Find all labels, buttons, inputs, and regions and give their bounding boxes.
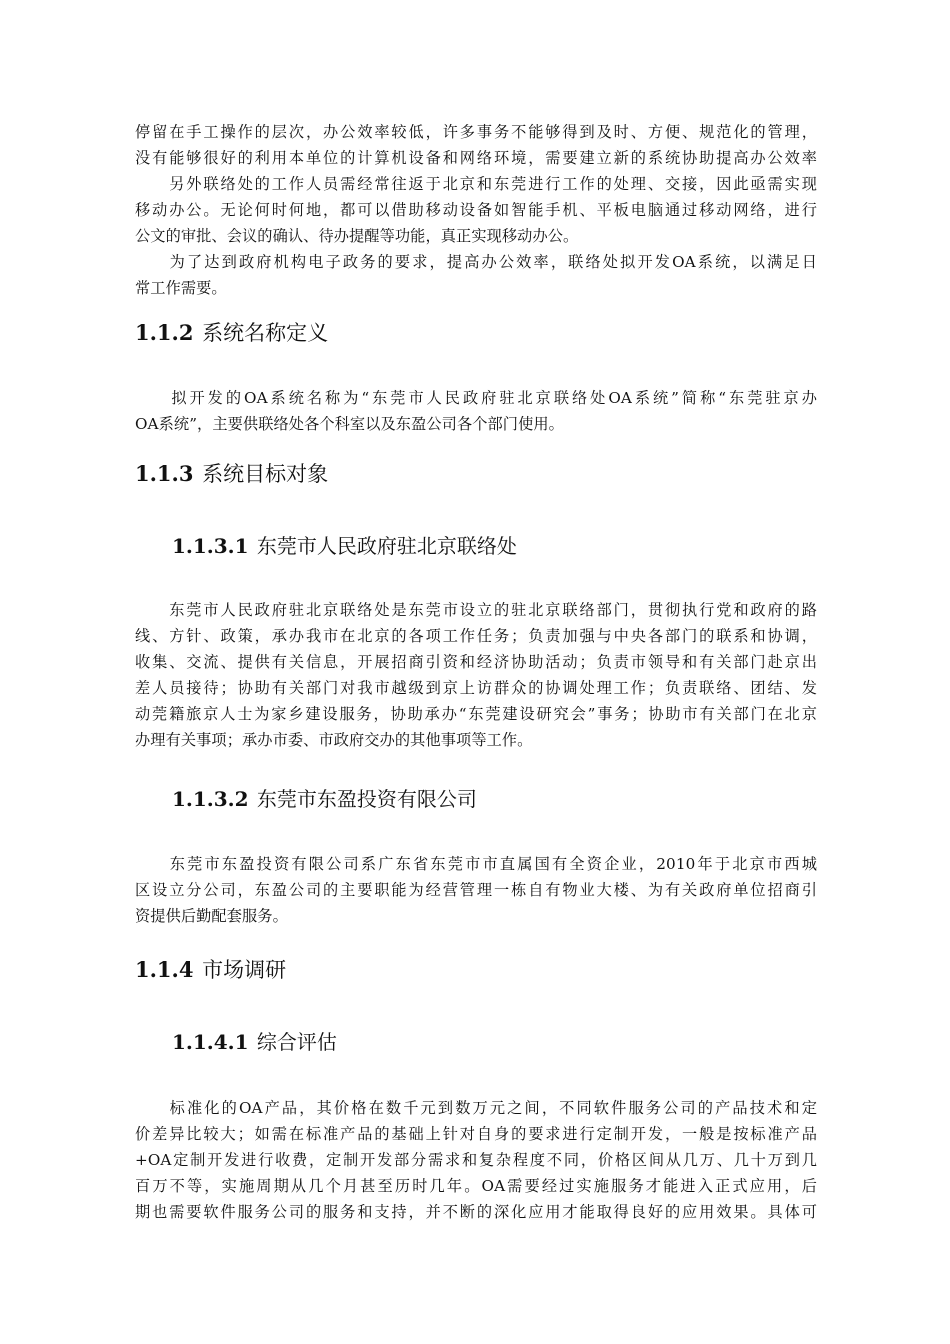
paragraph-line: 另外联络处的工作人员需经常往返于北京和东莞进行工作的处理、交接，因此亟需实现 bbox=[135, 175, 817, 193]
subsection-number: 1.1.3.2 bbox=[172, 787, 249, 811]
subsection-title: 东莞市人民政府驻北京联络处 bbox=[256, 534, 517, 558]
paragraph-line: 公文的审批、会议的确认、待办提醒等功能，真正实现移动办公。 bbox=[135, 227, 579, 245]
paragraph-line: 价差异比较大；如需在标准产品的基础上针对自身的要求进行定制开发，一般是按标准产品 bbox=[135, 1125, 817, 1143]
subsection-heading bbox=[172, 531, 517, 561]
paragraph-line: 收集、交流、提供有关信息，开展招商引资和经济协助活动；负责市领导和有关部门赴京出 bbox=[135, 653, 817, 671]
paragraph-line: 东莞市东盈投资有限公司系广东省东莞市市直属国有全资企业，2010年于北京市西城 bbox=[135, 855, 817, 873]
paragraph-line: 为了达到政府机构电子政务的要求，提高办公效率，联络处拟开发OA系统，以满足日 bbox=[135, 253, 817, 271]
paragraph-line: 期也需要软件服务公司的服务和支持，并不断的深化应用才能取得良好的应用效果。具体可 bbox=[135, 1203, 817, 1221]
section-title: 系统名称定义 bbox=[202, 321, 329, 345]
subsection-number: 1.1.4.1 bbox=[172, 1030, 249, 1054]
section-heading bbox=[135, 955, 286, 985]
section-heading bbox=[135, 459, 328, 489]
paragraph-line: 动莞籍旅京人士为家乡建设服务，协助承办“东莞建设研究会”事务；协助市有关部门在北京 bbox=[135, 705, 817, 723]
paragraph-line: 区设立分公司，东盈公司的主要职能为经营管理一栋自有物业大楼、为有关政府单位招商引 bbox=[135, 881, 817, 899]
paragraph-line: 移动办公。无论何时何地，都可以借助移动设备如智能手机、平板电脑通过移动网络，进行 bbox=[135, 201, 817, 219]
paragraph-line: 差人员接待；协助有关部门对我市越级到京上访群众的协调处理工作；负责联络、团结、发 bbox=[135, 679, 817, 697]
section-heading bbox=[135, 318, 328, 348]
paragraph-line: 标准化的OA产品，其价格在数千元到数万元之间，不同软件服务公司的产品技术和定 bbox=[135, 1099, 817, 1117]
paragraph-line: 资提供后勤配套服务。 bbox=[135, 907, 288, 925]
subsection-title: 综合评估 bbox=[256, 1030, 337, 1054]
paragraph-line: 停留在手工操作的层次，办公效率较低，许多事务不能够得到及时、方便、规范化的管理， bbox=[135, 123, 817, 141]
section-number: 1.1.3 bbox=[135, 461, 194, 486]
subsection-heading bbox=[172, 784, 477, 814]
paragraph-line: 线、方针、政策，承办我市在北京的各项工作任务；负责加强与中央各部门的联系和协调， bbox=[135, 627, 817, 645]
paragraph-line: 拟开发的OA系统名称为“东莞市人民政府驻北京联络处OA系统”简称“东莞驻京办 bbox=[135, 389, 817, 407]
paragraph-line: 百万不等，实施周期从几个月甚至历时几年。OA需要经过实施服务才能进入正式应用，后 bbox=[135, 1177, 817, 1195]
subsection-title: 东莞市东盈投资有限公司 bbox=[256, 787, 477, 811]
paragraph-line: OA系统”，主要供联络处各个科室以及东盈公司各个部门使用。 bbox=[135, 415, 564, 433]
subsection-number: 1.1.3.1 bbox=[172, 534, 249, 558]
subsection-heading bbox=[172, 1027, 337, 1057]
section-title: 市场调研 bbox=[202, 958, 287, 982]
paragraph-line: 常工作需要。 bbox=[135, 279, 227, 297]
paragraph-line: 没有能够很好的利用本单位的计算机设备和网络环境，需要建立新的系统协助提高办公效率 bbox=[135, 149, 817, 167]
section-title: 系统目标对象 bbox=[202, 462, 329, 486]
paragraph-line: +OA定制开发进行收费，定制开发部分需求和复杂程度不同，价格区间从几万、几十万到几 bbox=[135, 1151, 817, 1169]
section-number: 1.1.2 bbox=[135, 320, 194, 345]
paragraph-line: 办理有关事项；承办市委、市政府交办的其他事项等工作。 bbox=[135, 731, 533, 749]
section-number: 1.1.4 bbox=[135, 957, 194, 982]
paragraph-line: 东莞市人民政府驻北京联络处是东莞市设立的驻北京联络部门，贯彻执行党和政府的路 bbox=[135, 601, 817, 619]
